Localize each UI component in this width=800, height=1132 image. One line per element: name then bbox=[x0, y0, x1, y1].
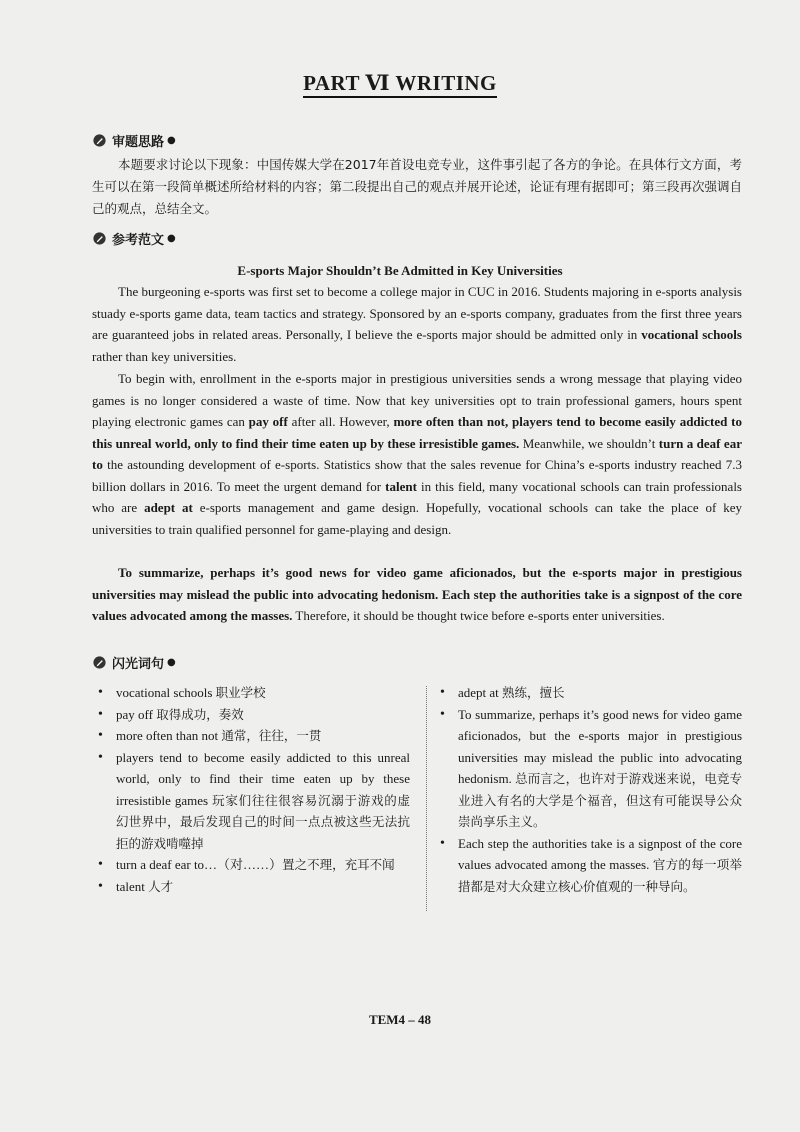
list-item: • turn a deaf ear to…（对……）置之不理，充耳不闻 bbox=[96, 854, 410, 876]
list-item: • vocational schools 职业学校 bbox=[96, 682, 410, 704]
essay-paragraph-3: To summarize, perhaps it’s good news for video game aficionados, but the e-sports major in prestigious universities may mislead the public into advocating hedonism. Each step the authorities take is a signpost of the core values advocated among the masses. Therefore, it should be thought twice before e-sports enter universities. bbox=[92, 565, 742, 623]
pen-icon bbox=[92, 133, 107, 148]
column-divider bbox=[426, 686, 427, 911]
highlights-left-column bbox=[96, 682, 410, 897]
list-item: • players tend to become easily addicted to this unreal world, only to find their time eaten up by these irresistible games 玩家们往往很容易沉溺于游戏的虚幻世界中，最后发现自己的时间一点点被这些无法抗拒的游戏啃噬掉 bbox=[96, 747, 410, 855]
essay-paragraph-1: The burgeoning e-sports was first set to become a college major in CUC in 2016. Students majoring in e-sports analysis stuady e-sports game data, team tactics and strategy. Sponsored by an e-sports company, graduates from the first three years are guaranteed jobs in related areas. Personally, I believe the e-sports major should be admitted only in vocational schools rather than key universities. bbox=[92, 284, 742, 364]
page-title: PART Ⅵ WRITING bbox=[0, 70, 800, 96]
highlights-heading: 闪光词句 ● bbox=[92, 653, 176, 672]
analysis-heading: 审题思路 ● bbox=[92, 131, 176, 150]
list-item: • more often than not 通常，往往，一贯 bbox=[96, 725, 410, 747]
essay-paragraph-2: To begin with, enrollment in the e-sports major in prestigious universities sends a wrong message that playing video games is no longer considered a waste of time. Now that key universities opt to train professional gamers, hours spent playing electronic games can pay off after all. However, more often than not, players tend to become easily addicted to this unreal world, only to find their time eaten up by these irresistible games. Meanwhile, we shouldn’t turn a deaf ear to the astounding development of e-sports. Statistics show that the sales revenue for China’s e-sports industry reached 7.3 billion dollars in 2016. To meet the urgent demand for talent in this field, many vocational schools can train professionals who are adept at e-sports management and game design. Hopefully, vocational schools can take the place of key universities to train qualified personnel for game-playing and design. bbox=[92, 371, 743, 537]
highlights-right-column bbox=[438, 682, 742, 897]
list-item: • adept at 熟练，擅长 bbox=[438, 682, 742, 704]
list-item: • pay off 取得成功，奏效 bbox=[96, 704, 410, 726]
list-item: • talent 人才 bbox=[96, 876, 410, 898]
page-number: TEM4 – 48 bbox=[368, 1012, 432, 1027]
sample-heading: 参考范文 ● bbox=[92, 229, 176, 248]
pen-icon bbox=[92, 655, 107, 670]
list-item: • Each step the authorities take is a signpost of the core values advocated among the masses. 官方的每一项举措都是对大众建立核心价值观的一种导向。 bbox=[438, 833, 742, 898]
analysis-text: 本题要求讨论以下现象：中国传媒大学在2017年首设电竞专业，这件事引起了各方的争论。在具体行文方面，考生可以在第一段简单概述所给材料的内容；第二段提出自己的观点并展开论述，论证有理有据即可；第三段再次强调自己的观点，总结全文。 bbox=[92, 157, 743, 216]
essay-title: E-sports Major Shouldn’t Be Admitted in Key Universities bbox=[237, 263, 563, 278]
list-item: • To summarize, perhaps it’s good news for video game aficionados, but the e-sports major in prestigious universities may mislead the public into advocating hedonism. 总而言之，也许对于游戏迷来说，电竞专业进入有名的大学是个福音，但这有可能误导公众崇尚享乐主义。 bbox=[438, 704, 742, 833]
pen-icon bbox=[92, 231, 107, 246]
